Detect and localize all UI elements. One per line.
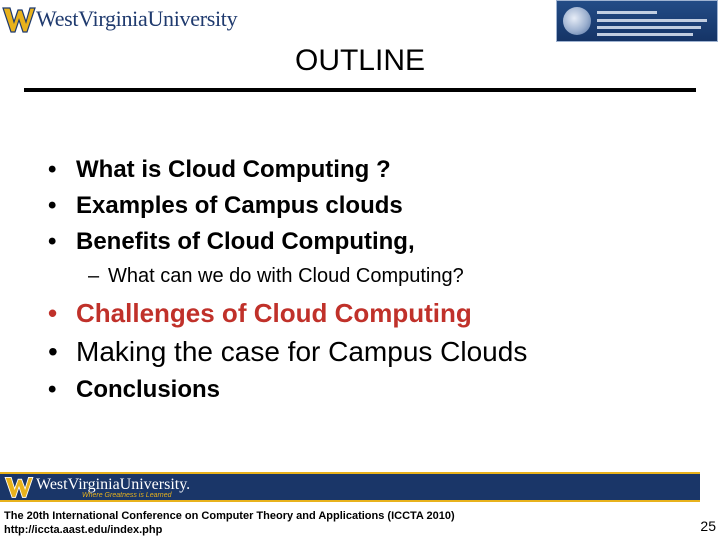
- bullet-marker: •: [48, 192, 57, 219]
- footer-conference-info: [4, 509, 455, 537]
- footer-wvu-logo: [4, 474, 194, 500]
- badge-text-line: [597, 11, 657, 14]
- wvu-logo: [2, 2, 238, 38]
- bullet-text: Benefits of Cloud Computing,: [76, 228, 415, 255]
- bullet-item-highlighted: [48, 297, 472, 329]
- page-number: 25: [700, 518, 716, 534]
- wv-flying-logo-icon: [4, 474, 34, 500]
- badge-text-line: [597, 19, 707, 22]
- conference-seal-icon: [563, 7, 591, 35]
- bullet-marker: •: [48, 376, 57, 403]
- badge-text-line: [597, 33, 693, 36]
- bullet-item: [48, 155, 391, 185]
- sub-bullet-text: What can we do with Cloud Computing?: [108, 265, 464, 287]
- conference-badge: [556, 0, 718, 42]
- bullet-item: [48, 191, 403, 221]
- bullet-text: What is Cloud Computing ?: [76, 156, 391, 183]
- slide-title: OUTLINE: [294, 44, 426, 77]
- bullet-item: [48, 334, 527, 370]
- bullet-marker: •: [48, 336, 58, 367]
- conference-url: http://iccta.aast.edu/index.php: [4, 524, 163, 536]
- bullet-marker: •: [48, 228, 57, 255]
- sub-bullet-item: [88, 264, 464, 288]
- bullet-text: Examples of Campus clouds: [76, 192, 403, 219]
- conference-name: The 20th International Conference on Computer Theory and Applications (ICCTA 2010): [4, 510, 455, 522]
- bullet-text: Conclusions: [76, 376, 221, 403]
- title-divider: [24, 88, 696, 92]
- bullet-marker: •: [48, 298, 58, 328]
- footer-gold-stripe: [0, 500, 700, 502]
- sub-bullet-marker: –: [88, 265, 100, 287]
- bullet-item: [48, 375, 220, 405]
- bullet-marker: •: [48, 156, 57, 183]
- bullet-item: [48, 227, 415, 257]
- wvu-wordmark: WestVirginiaUniversity: [36, 6, 238, 31]
- footer-wordmark: WestVirginiaUniversity.: [36, 476, 191, 493]
- badge-text-line: [597, 26, 701, 29]
- bullet-text: Challenges of Cloud Computing: [76, 298, 472, 328]
- footer-tagline: Where Greatness is Learned: [82, 492, 172, 499]
- wv-flying-logo-icon: [2, 2, 36, 36]
- bullet-text: Making the case for Campus Clouds: [76, 336, 528, 367]
